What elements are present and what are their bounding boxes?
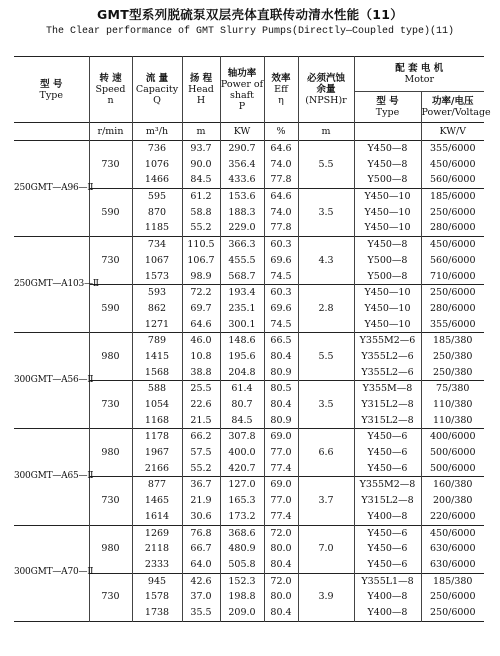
power-cell: 188.3 <box>220 205 264 221</box>
eff-cell: 80.9 <box>264 413 298 429</box>
eff-cell: 74.0 <box>264 157 298 173</box>
npsh-cell: 3.9 <box>298 573 354 621</box>
motor-pv-cell: 110/380 <box>421 397 484 413</box>
eff-cell: 77.0 <box>264 445 298 461</box>
header-capacity: 流 量 Capacity Q <box>132 57 182 123</box>
eff-cell: 74.5 <box>264 269 298 285</box>
power-cell: 568.7 <box>220 269 264 285</box>
capacity-cell: 595 <box>132 189 182 205</box>
head-cell: 64.0 <box>182 557 220 573</box>
head-cell: 38.8 <box>182 365 220 381</box>
model-type: 300GMT—A56—Ⅱ <box>14 375 94 386</box>
motor-pv-cell: 630/6000 <box>421 541 484 557</box>
head-cell: 55.2 <box>182 461 220 477</box>
eff-cell: 60.3 <box>264 237 298 253</box>
capacity-cell: 593 <box>132 285 182 301</box>
head-cell: 64.6 <box>182 317 220 333</box>
head-cell: 30.6 <box>182 509 220 525</box>
eff-cell: 77.8 <box>264 172 298 188</box>
model-type: 300GMT—A70—Ⅱ <box>14 567 94 578</box>
motor-pv-cell: 500/6000 <box>421 461 484 477</box>
motor-type-cell: Y450—10 <box>354 285 421 301</box>
head-cell: 37.0 <box>182 589 220 605</box>
unit-speed: r/min <box>89 123 132 141</box>
motor-type-cell: Y500—8 <box>354 269 421 285</box>
capacity-cell: 1178 <box>132 429 182 445</box>
head-cell: 35.5 <box>182 605 220 621</box>
header-motor: 配 套 电 机 Motor <box>354 57 484 92</box>
power-cell: 455.5 <box>220 253 264 269</box>
motor-pv-cell: 220/6000 <box>421 509 484 525</box>
motor-type-cell: Y400—8 <box>354 509 421 525</box>
head-cell: 46.0 <box>182 333 220 349</box>
model-type: 250GMT—A96—Ⅱ <box>14 182 94 193</box>
capacity-cell: 1573 <box>132 269 182 285</box>
header-power: 轴功率 Power of shaft P <box>220 57 264 123</box>
performance-table <box>14 56 491 622</box>
capacity-cell: 1967 <box>132 445 182 461</box>
eff-cell: 72.0 <box>264 525 298 541</box>
power-cell: 368.6 <box>220 525 264 541</box>
speed-cell: 730 <box>89 141 132 189</box>
capacity-cell: 1185 <box>132 220 182 236</box>
eff-cell: 80.4 <box>264 349 298 365</box>
motor-type-cell: Y450—10 <box>354 205 421 221</box>
speed-cell: 730 <box>89 477 132 525</box>
head-cell: 58.8 <box>182 205 220 221</box>
eff-cell: 77.4 <box>264 461 298 477</box>
capacity-cell: 2118 <box>132 541 182 557</box>
capacity-cell: 734 <box>132 237 182 253</box>
npsh-cell: 6.6 <box>298 429 354 477</box>
motor-type-cell: Y400—8 <box>354 605 421 621</box>
capacity-cell: 1738 <box>132 605 182 621</box>
motor-pv-cell: 185/380 <box>421 333 484 349</box>
eff-cell: 80.4 <box>264 397 298 413</box>
speed-cell: 730 <box>89 381 132 429</box>
motor-pv-cell: 450/6000 <box>421 237 484 253</box>
power-cell: 173.2 <box>220 509 264 525</box>
eff-cell: 69.6 <box>264 253 298 269</box>
motor-pv-cell: 355/6000 <box>421 317 484 333</box>
capacity-cell: 1269 <box>132 525 182 541</box>
power-cell: 84.5 <box>220 413 264 429</box>
eff-cell: 69.6 <box>264 301 298 317</box>
speed-cell: 980 <box>89 333 132 381</box>
eff-cell: 77.4 <box>264 509 298 525</box>
capacity-cell: 789 <box>132 333 182 349</box>
power-cell: 195.6 <box>220 349 264 365</box>
speed-cell: 980 <box>89 525 132 573</box>
power-cell: 420.7 <box>220 461 264 477</box>
table-row <box>14 141 484 157</box>
eff-cell: 80.9 <box>264 365 298 381</box>
power-cell: 61.4 <box>220 381 264 397</box>
capacity-cell: 736 <box>132 141 182 157</box>
motor-pv-cell: 250/380 <box>421 365 484 381</box>
header-type: 型 号 Type <box>39 78 63 101</box>
page-subtitle: The Clear performance of GMT Slurry Pumps(Directly—Coupled type)(11) <box>45 26 455 37</box>
unit-type <box>14 123 89 141</box>
eff-cell: 74.5 <box>264 317 298 333</box>
npsh-cell: 7.0 <box>298 525 354 573</box>
power-cell: 356.4 <box>220 157 264 173</box>
capacity-cell: 1568 <box>132 365 182 381</box>
power-cell: 198.8 <box>220 589 264 605</box>
motor-pv-cell: 450/6000 <box>421 525 484 541</box>
table-row <box>14 237 484 253</box>
motor-type-cell: Y355M—8 <box>354 381 421 397</box>
model-type: 250GMT—A103—Ⅱ <box>14 278 99 289</box>
motor-pv-cell: 280/6000 <box>421 220 484 236</box>
npsh-cell: 3.5 <box>298 189 354 237</box>
motor-type-cell: Y500—8 <box>354 253 421 269</box>
head-cell: 10.8 <box>182 349 220 365</box>
npsh-cell: 5.5 <box>298 333 354 381</box>
head-cell: 110.5 <box>182 237 220 253</box>
power-cell: 433.6 <box>220 172 264 188</box>
head-cell: 69.7 <box>182 301 220 317</box>
speed-cell: 730 <box>89 237 132 285</box>
head-cell: 55.2 <box>182 220 220 236</box>
motor-type-cell: Y450—6 <box>354 445 421 461</box>
head-cell: 72.2 <box>182 285 220 301</box>
eff-cell: 69.0 <box>264 429 298 445</box>
eff-cell: 72.0 <box>264 573 298 589</box>
motor-pv-cell: 185/6000 <box>421 189 484 205</box>
table-row <box>14 429 484 445</box>
speed-cell: 980 <box>89 429 132 477</box>
head-cell: 21.9 <box>182 493 220 509</box>
motor-type-cell: Y315L2—8 <box>354 493 421 509</box>
motor-type-cell: Y450—6 <box>354 429 421 445</box>
table-row <box>14 333 484 349</box>
header-motor-type: 型 号 Type <box>354 92 421 123</box>
motor-type-cell: Y450—6 <box>354 525 421 541</box>
header-eff: 效率 Eff η <box>264 57 298 123</box>
unit-motor-type <box>354 123 421 141</box>
power-cell: 366.3 <box>220 237 264 253</box>
capacity-cell: 1271 <box>132 317 182 333</box>
unit-head: m <box>182 123 220 141</box>
head-cell: 90.0 <box>182 157 220 173</box>
npsh-cell: 2.8 <box>298 285 354 333</box>
capacity-cell: 588 <box>132 381 182 397</box>
header-speed: 转 速 Speed n <box>89 57 132 123</box>
motor-pv-cell: 250/6000 <box>421 605 484 621</box>
head-cell: 76.8 <box>182 525 220 541</box>
capacity-cell: 1415 <box>132 349 182 365</box>
power-cell: 235.1 <box>220 301 264 317</box>
power-cell: 148.6 <box>220 333 264 349</box>
motor-pv-cell: 110/380 <box>421 413 484 429</box>
head-cell: 25.5 <box>182 381 220 397</box>
motor-type-cell: Y450—6 <box>354 557 421 573</box>
power-cell: 505.8 <box>220 557 264 573</box>
table-row <box>14 525 484 541</box>
power-cell: 80.7 <box>220 397 264 413</box>
motor-type-cell: Y450—10 <box>354 317 421 333</box>
eff-cell: 60.3 <box>264 285 298 301</box>
motor-type-cell: Y450—6 <box>354 461 421 477</box>
capacity-cell: 1578 <box>132 589 182 605</box>
speed-cell: 730 <box>89 573 132 621</box>
motor-pv-cell: 200/380 <box>421 493 484 509</box>
eff-cell: 80.0 <box>264 541 298 557</box>
power-cell: 300.1 <box>220 317 264 333</box>
power-cell: 165.3 <box>220 493 264 509</box>
head-cell: 66.2 <box>182 429 220 445</box>
head-cell: 93.7 <box>182 141 220 157</box>
head-cell: 84.5 <box>182 172 220 188</box>
motor-type-cell: Y355M2—8 <box>354 477 421 493</box>
head-cell: 61.2 <box>182 189 220 205</box>
motor-pv-cell: 160/380 <box>421 477 484 493</box>
capacity-cell: 1168 <box>132 413 182 429</box>
speed-cell: 590 <box>89 285 132 333</box>
motor-type-cell: Y450—8 <box>354 237 421 253</box>
motor-type-cell: Y315L2—8 <box>354 397 421 413</box>
motor-pv-cell: 450/6000 <box>421 157 484 173</box>
motor-pv-cell: 250/6000 <box>421 285 484 301</box>
header-npsh: 必须汽蚀 余量 (NPSH)r <box>298 57 354 123</box>
head-cell: 21.5 <box>182 413 220 429</box>
eff-cell: 77.8 <box>264 220 298 236</box>
capacity-cell: 1466 <box>132 172 182 188</box>
unit-npsh: m <box>298 123 354 141</box>
page-title: GMT型系列脱硫泵双层壳体直联传动清水性能（11） <box>96 7 404 22</box>
eff-cell: 64.6 <box>264 141 298 157</box>
power-cell: 152.3 <box>220 573 264 589</box>
power-cell: 127.0 <box>220 477 264 493</box>
power-cell: 209.0 <box>220 605 264 621</box>
capacity-cell: 877 <box>132 477 182 493</box>
motor-type-cell: Y450—10 <box>354 301 421 317</box>
motor-type-cell: Y315L2—8 <box>354 413 421 429</box>
head-cell: 66.7 <box>182 541 220 557</box>
header-head: 扬 程 Head H <box>182 57 220 123</box>
motor-pv-cell: 710/6000 <box>421 269 484 285</box>
npsh-cell: 4.3 <box>298 237 354 285</box>
power-cell: 307.8 <box>220 429 264 445</box>
capacity-cell: 1076 <box>132 157 182 173</box>
power-cell: 229.0 <box>220 220 264 236</box>
motor-type-cell: Y355M2—6 <box>354 333 421 349</box>
eff-cell: 69.0 <box>264 477 298 493</box>
power-cell: 204.8 <box>220 365 264 381</box>
motor-type-cell: Y355L2—6 <box>354 349 421 365</box>
motor-pv-cell: 250/380 <box>421 349 484 365</box>
capacity-cell: 862 <box>132 301 182 317</box>
unit-capacity: m³/h <box>132 123 182 141</box>
motor-pv-cell: 280/6000 <box>421 301 484 317</box>
head-cell: 42.6 <box>182 573 220 589</box>
eff-cell: 66.5 <box>264 333 298 349</box>
head-cell: 106.7 <box>182 253 220 269</box>
capacity-cell: 2333 <box>132 557 182 573</box>
unit-motor-pv: KW/V <box>421 123 484 141</box>
eff-cell: 80.4 <box>264 605 298 621</box>
power-cell: 193.4 <box>220 285 264 301</box>
capacity-cell: 870 <box>132 205 182 221</box>
motor-pv-cell: 400/6000 <box>421 429 484 445</box>
motor-pv-cell: 75/380 <box>421 381 484 397</box>
motor-pv-cell: 250/6000 <box>421 589 484 605</box>
capacity-cell: 2166 <box>132 461 182 477</box>
unit-eff: % <box>264 123 298 141</box>
capacity-cell: 1465 <box>132 493 182 509</box>
head-cell: 57.5 <box>182 445 220 461</box>
eff-cell: 80.0 <box>264 589 298 605</box>
npsh-cell: 3.7 <box>298 477 354 525</box>
unit-power: KW <box>220 123 264 141</box>
motor-type-cell: Y450—10 <box>354 189 421 205</box>
capacity-cell: 945 <box>132 573 182 589</box>
motor-type-cell: Y450—6 <box>354 541 421 557</box>
motor-type-cell: Y500—8 <box>354 172 421 188</box>
eff-cell: 74.0 <box>264 205 298 221</box>
motor-type-cell: Y450—10 <box>354 220 421 236</box>
eff-cell: 80.5 <box>264 381 298 397</box>
power-cell: 153.6 <box>220 189 264 205</box>
motor-type-cell: Y355L1—8 <box>354 573 421 589</box>
head-cell: 22.6 <box>182 397 220 413</box>
motor-pv-cell: 560/6000 <box>421 172 484 188</box>
npsh-cell: 3.5 <box>298 381 354 429</box>
capacity-cell: 1614 <box>132 509 182 525</box>
motor-pv-cell: 500/6000 <box>421 445 484 461</box>
power-cell: 400.0 <box>220 445 264 461</box>
power-cell: 480.9 <box>220 541 264 557</box>
header-motor-pv: 功率/电压 Power/Voltage <box>421 92 484 123</box>
motor-type-cell: Y400—8 <box>354 589 421 605</box>
head-cell: 36.7 <box>182 477 220 493</box>
motor-type-cell: Y450—8 <box>354 141 421 157</box>
eff-cell: 64.6 <box>264 189 298 205</box>
speed-cell: 590 <box>89 189 132 237</box>
head-cell: 98.9 <box>182 269 220 285</box>
motor-pv-cell: 560/6000 <box>421 253 484 269</box>
motor-type-cell: Y355L2—6 <box>354 365 421 381</box>
model-type: 300GMT—A65—Ⅱ <box>14 471 94 482</box>
motor-pv-cell: 250/6000 <box>421 205 484 221</box>
capacity-cell: 1054 <box>132 397 182 413</box>
capacity-cell: 1067 <box>132 253 182 269</box>
power-cell: 290.7 <box>220 141 264 157</box>
motor-pv-cell: 185/380 <box>421 573 484 589</box>
npsh-cell: 5.5 <box>298 141 354 189</box>
motor-pv-cell: 630/6000 <box>421 557 484 573</box>
eff-cell: 77.0 <box>264 493 298 509</box>
eff-cell: 80.4 <box>264 557 298 573</box>
motor-type-cell: Y450—8 <box>354 157 421 173</box>
motor-pv-cell: 355/6000 <box>421 141 484 157</box>
